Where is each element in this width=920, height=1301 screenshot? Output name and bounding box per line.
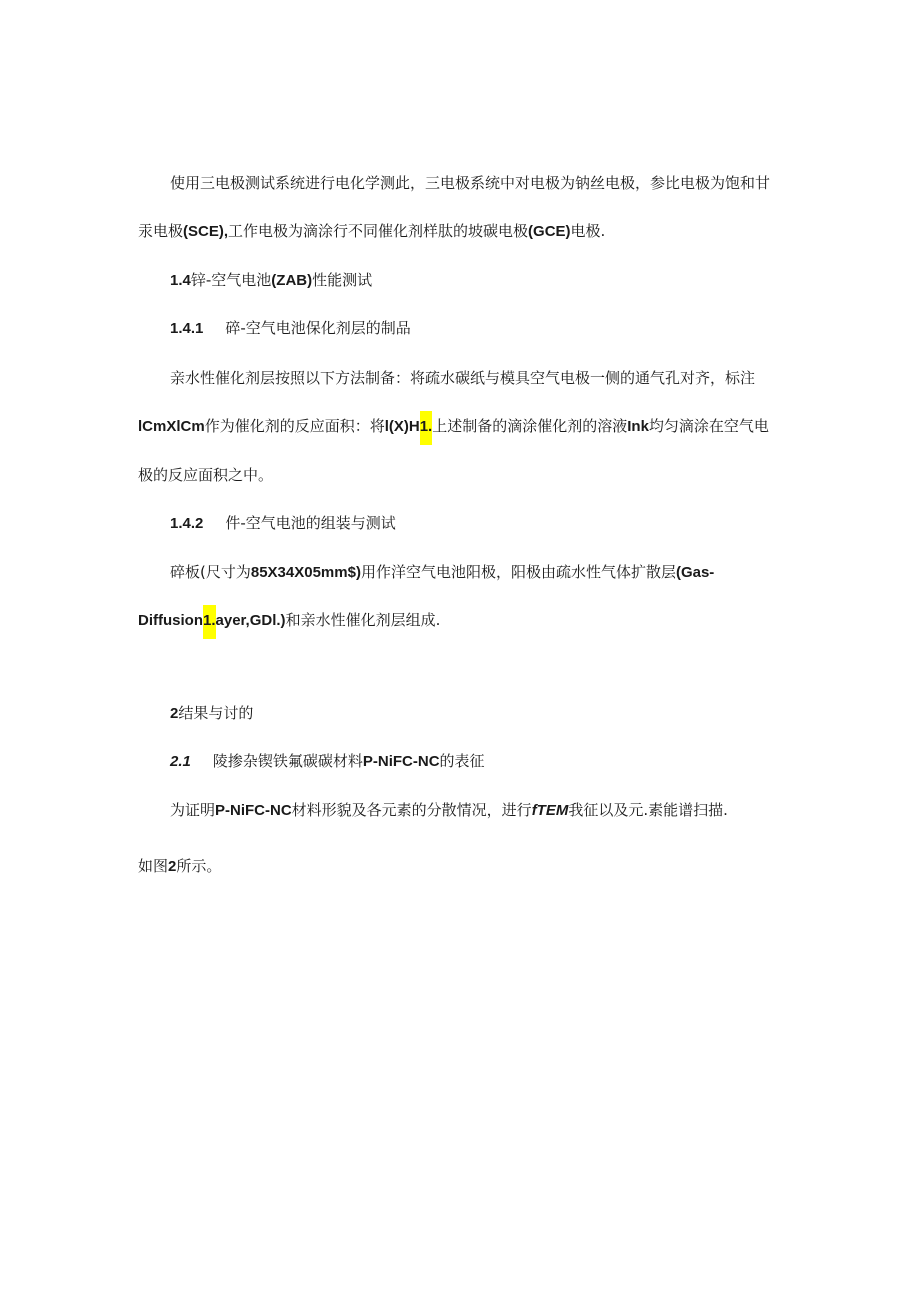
para-catalyst-line2 (138, 416, 769, 437)
section-heading-2 (170, 703, 253, 724)
material-name: P-NiFC-NC (362, 753, 440, 770)
section-title: 锌-空气电池 (190, 271, 272, 289)
para-text: 所示。 (176, 857, 222, 875)
section-number: 1.4.2 (170, 515, 204, 532)
para-text: 汞电极 (138, 222, 184, 240)
para-electrochem-text: 使用三电极测试系统进行电化学测此，三电极系统中对电极为钠丝电极，参比电极为饱和甘 (170, 174, 771, 192)
para-catalyst-line3 (138, 465, 273, 485)
section-heading-1-4-1 (170, 318, 411, 339)
abbr-zab: (ZAB) (271, 272, 313, 289)
section-title: 结果与讨的 (178, 704, 254, 722)
para-text: 如图 (138, 857, 169, 875)
para-text: 碎板(尺寸为 (170, 563, 251, 581)
size-value: 85X34X05mm$) (250, 564, 361, 581)
section-number: 1.4 (170, 272, 191, 289)
section-title: 碎-空气电池保化剂层的制品 (225, 319, 411, 337)
section-number: 1.4.1 (170, 320, 204, 337)
para-text: 我征以及元.素能谱扫描. (568, 801, 728, 819)
para-text: 作为催化剂的反应面积：将 (204, 417, 385, 435)
gdl-term: ayer,GDl.) (215, 612, 286, 629)
para-text: 上述制备的滴涂催化剂的溶液 (432, 417, 628, 435)
para-text: 电极. (570, 222, 606, 240)
figure-number: 2 (168, 858, 177, 875)
section-number: 2 (170, 705, 179, 722)
material-name: P-NiFC-NC (215, 802, 292, 819)
section-title: 陵掺杂锲铁氟碳碳材料 (212, 752, 363, 770)
para-assembly-line2 (138, 610, 440, 631)
para-electrochem-line2 (138, 221, 605, 242)
para-assembly-line1 (170, 562, 714, 583)
section-number: 2.1 (170, 753, 191, 770)
para-text: 亲水性催化剂层按照以下方法制备：将疏水碳纸与模具空气电极一侧的通气孔对齐，标注 (170, 369, 756, 387)
para-electrochem-line1 (170, 173, 770, 193)
highlighted-text: 1. (203, 605, 216, 639)
para-text: 工作电极为滴涂行不同催化剂样肽的坡碳电极 (228, 222, 529, 240)
tem-term: fTEM (531, 802, 569, 819)
highlighted-text: 1. (420, 411, 433, 445)
section-heading-2-1 (170, 751, 485, 772)
section-heading-1-4 (170, 270, 372, 291)
volume-value: l(X)H (384, 418, 420, 435)
area-value: lCmXlCm (138, 418, 205, 435)
para-text: 和亲水性催化剂层组成. (285, 611, 441, 629)
section-title: 性能测试 (312, 271, 373, 289)
para-text: 材料形貌及各元素的分散情况，进行 (291, 801, 532, 819)
section-title: 件-空气电池的组装与测试 (225, 514, 396, 532)
para-text: 均匀滴涂在空气电 (648, 417, 769, 435)
section-title: 的表征 (439, 752, 485, 770)
abbr-gce: (GCE) (528, 223, 571, 240)
para-catalyst-line1 (170, 368, 755, 388)
para-text: 为证明 (170, 801, 216, 819)
gdl-term: (Gas- (675, 564, 715, 581)
para-results-line2 (138, 856, 221, 877)
para-text: 用作洋空气电池阳极，阳极由疏水性气体扩散层 (360, 563, 676, 581)
ink-term: Ink (627, 418, 649, 435)
para-text: 极的反应面积之中。 (138, 466, 274, 484)
section-heading-1-4-2 (170, 513, 396, 534)
gdl-term: Diffusion (138, 612, 203, 629)
abbr-sce: (SCE), (183, 223, 229, 240)
para-results-line1 (170, 800, 728, 821)
